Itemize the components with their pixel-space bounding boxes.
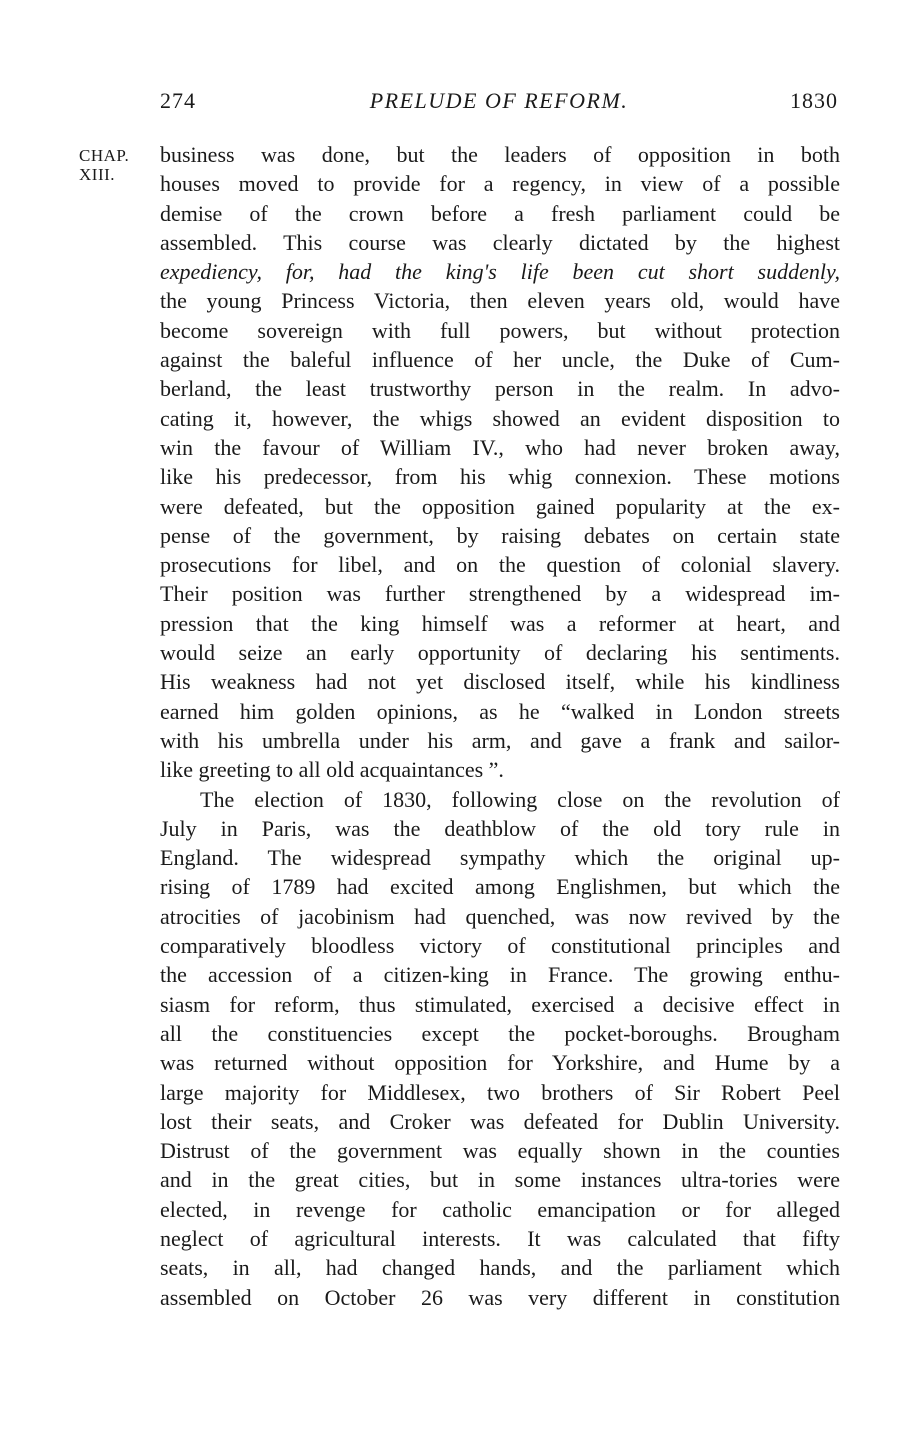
text-line: comparatively bloodless victory of constitutional principles and [160,933,840,959]
chapter-label: CHAP. [79,146,130,165]
text-line: with his umbrella under his arm, and gave a frank and sailor- [160,727,840,753]
text-line: berland, the least trustworthy person in the realm. In advo- [160,376,840,402]
page-number: 274 [160,88,196,113]
text-line: elected, in revenge for catholic emancipation or for alleged [160,1196,840,1222]
page-header [160,88,838,120]
text-line: all the constituencies except the pocket-boroughs. Brougham [160,1020,840,1046]
text-line: England. The widespread sympathy which the original up- [160,845,840,871]
text-line: the young Princess Victoria, then eleven years old, would have [160,288,840,314]
body-text [160,140,840,1312]
text-line: large majority for Middlesex, two brothers of Sir Robert Peel [160,1079,840,1105]
text-line: expediency, for, had the king's life been cut short suddenly, [160,259,840,285]
text-line: assembled. This course was clearly dictated by the highest [160,229,840,255]
text-line: earned him golden opinions, as he “walked in London streets [160,698,840,724]
text-line: would seize an early opportunity of declaring his sentiments. [160,640,840,666]
text-line: atrocities of jacobinism had quenched, was now revived by the [160,903,840,929]
text-line: pense of the government, by raising debates on certain state [160,522,840,548]
text-line: the accession of a citizen-king in France. The growing enthu- [160,962,840,988]
text-line: Distrust of the government was equally shown in the counties [160,1138,840,1164]
text-line: and in the great cities, but in some instances ultra-tories were [160,1167,840,1193]
text-line: July in Paris, was the deathblow of the old tory rule in [160,815,840,841]
text-line: prosecutions for libel, and on the question of colonial slavery. [160,552,840,578]
text-line: siasm for reform, thus stimulated, exercised a decisive effect in [160,991,840,1017]
text-line: become sovereign with full powers, but without protection [160,317,840,343]
text-line: The election of 1830, following close on the revolution of [200,786,840,812]
text-line: win the favour of William IV., who had never broken away, [160,434,840,460]
text-line: was returned without opposition for Yorkshire, and Hume by a [160,1050,840,1076]
text-line: rising of 1789 had excited among Englishmen, but which the [160,874,840,900]
text-line: against the baleful influence of her uncle, the Duke of Cum- [160,347,840,373]
text-line: like his predecessor, from his whig connexion. These motions [160,464,840,490]
text-line: pression that the king himself was a reformer at heart, and [160,610,840,636]
text-line: business was done, but the leaders of opposition in both [160,142,840,167]
header-year: 1830 [790,88,838,113]
text-line: were defeated, but the opposition gained popularity at the ex- [160,493,840,519]
text-line: cating it, however, the whigs showed an evident disposition to [160,405,840,431]
text-line: demise of the crown before a fresh parliament could be [160,200,840,226]
text-line: lost their seats, and Croker was defeated for Dublin University. [160,1108,840,1134]
chapter-margin-note [79,146,129,184]
text-line: His weakness had not yet disclosed itself, while his kindliness [160,669,840,695]
running-title: PRELUDE OF REFORM. [369,88,629,113]
paragraph-1 [160,140,840,785]
text-line: neglect of agricultural interests. It was calculated that fifty [160,1225,840,1251]
text-line: seats, in all, had changed hands, and the parliament which [160,1255,840,1281]
text-line: like greeting to all old acquaintances ”. [160,757,504,783]
paragraph-2 [160,785,840,1312]
text-line: houses moved to provide for a regency, in view of a possible [160,171,840,197]
chapter-number: XIII. [79,165,116,184]
text-line: assembled on October 26 was very different in constitution [160,1284,840,1310]
text-line: Their position was further strengthened by a widespread im- [160,581,840,607]
